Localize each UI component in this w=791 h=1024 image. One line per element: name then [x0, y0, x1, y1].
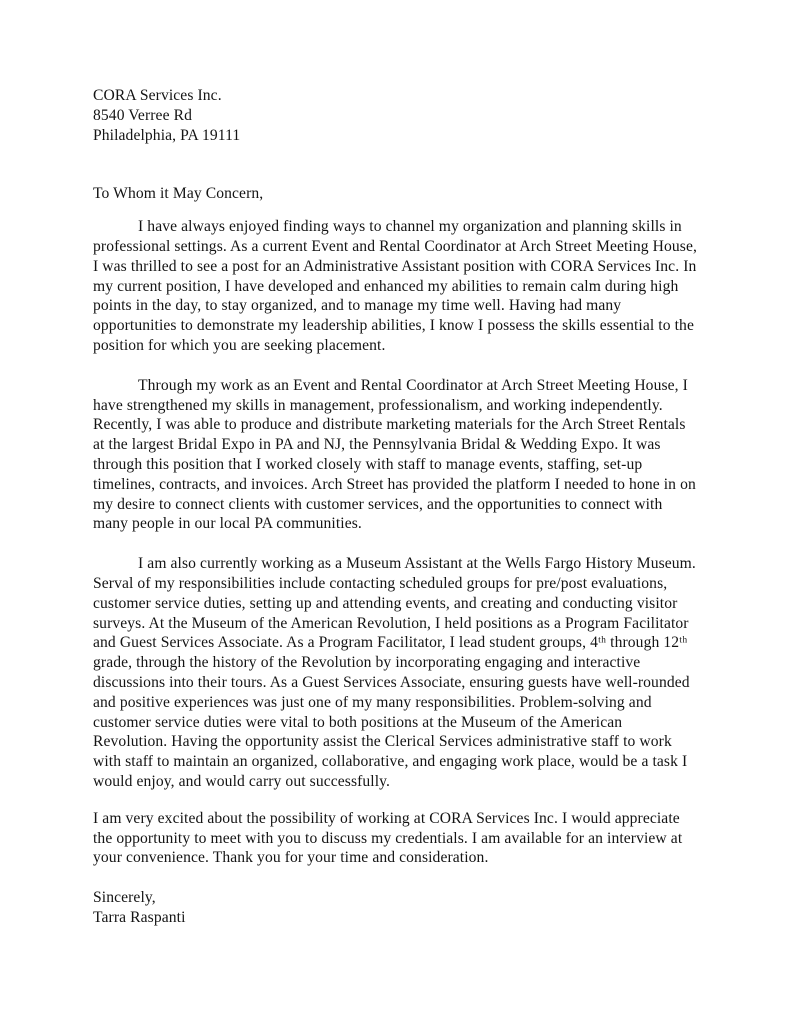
sender-street: 8540 Verree Rd — [93, 106, 192, 124]
salutation: To Whom it May Concern, — [93, 185, 264, 203]
body-paragraph-2: Through my work as an Event and Rental Coordinator at Arch Street Meeting House, I have strengthened my skills in management, professionalism, and working independently. Recently, I was able to produce and distribute marketing materials for the Arch Street Rentals at the largest Bridal Expo in PA and NJ, the Pennsylvania Bridal & Wedding Expo. It was through this position that I worked closely with staff to manage events, staffing, set-up timelines, contracts, and invoices. Arch Street has provided the platform I needed to hone in on my desire to connect clients with customer services, and the opportunities to connect with many people in our local PA communities. — [93, 376, 696, 533]
sender-name: CORA Services Inc. — [93, 87, 222, 104]
letter-content — [93, 86, 700, 928]
body-paragraph-1: I have always enjoyed finding ways to channel my organization and planning skills in professional settings. As a current Event and Rental Coordinator at Arch Street Meeting House, I was thrilled to see a post for an Administrative Assistant position with CORA Services Inc. In my current position, I have developed and enhanced my abilities to remain calm during high points in the day, to stay organized, and to manage my time well. Having had many opportunities to demonstrate my leadership abilities, I know I possess the skills essential to the position for which you are seeking placement. — [93, 218, 697, 354]
body-paragraph-4: I am very excited about the possibility of working at CORA Services Inc. I would appreciate the opportunity to meet with you to discuss my credentials. I am available for an interview at your convenience. Thank you for your time and consideration. — [93, 809, 683, 867]
valediction: Sincerely, — [93, 889, 156, 907]
closing-block — [93, 888, 700, 928]
signature-name: Tarra Raspanti — [93, 908, 186, 926]
sender-city-state-zip: Philadelphia, PA 19111 — [93, 126, 241, 144]
body-paragraph-3: I am also currently working as a Museum Assistant at the Wells Fargo History Museum. Serval of my responsibilities include contacting scheduled groups for pre/post evaluations, customer service duties, setting up and attending events, and creating and conducting visitor surveys. At the Museum of the American Revolution, I held positions as a Program Facilitator and Guest Services Associate. As a Program Facilitator, I lead student groups, 4ᵗʰ through 12ᵗʰ grade, through the history of the Revolution by incorporating engaging and interactive discussions into their tours. As a Guest Services Associate, ensuring guests have well-rounded and positive experiences was just one of my many responsibilities. Problem-solving and customer service duties were vital to both positions at the Museum of the American Revolution. Having the opportunity assist the Clerical Services administrative staff to work with staff to maintain an organized, collaborative, and engaging work place, would be a task I would enjoy, and would carry out successfully. — [93, 555, 696, 790]
sender-address-block — [93, 86, 700, 145]
